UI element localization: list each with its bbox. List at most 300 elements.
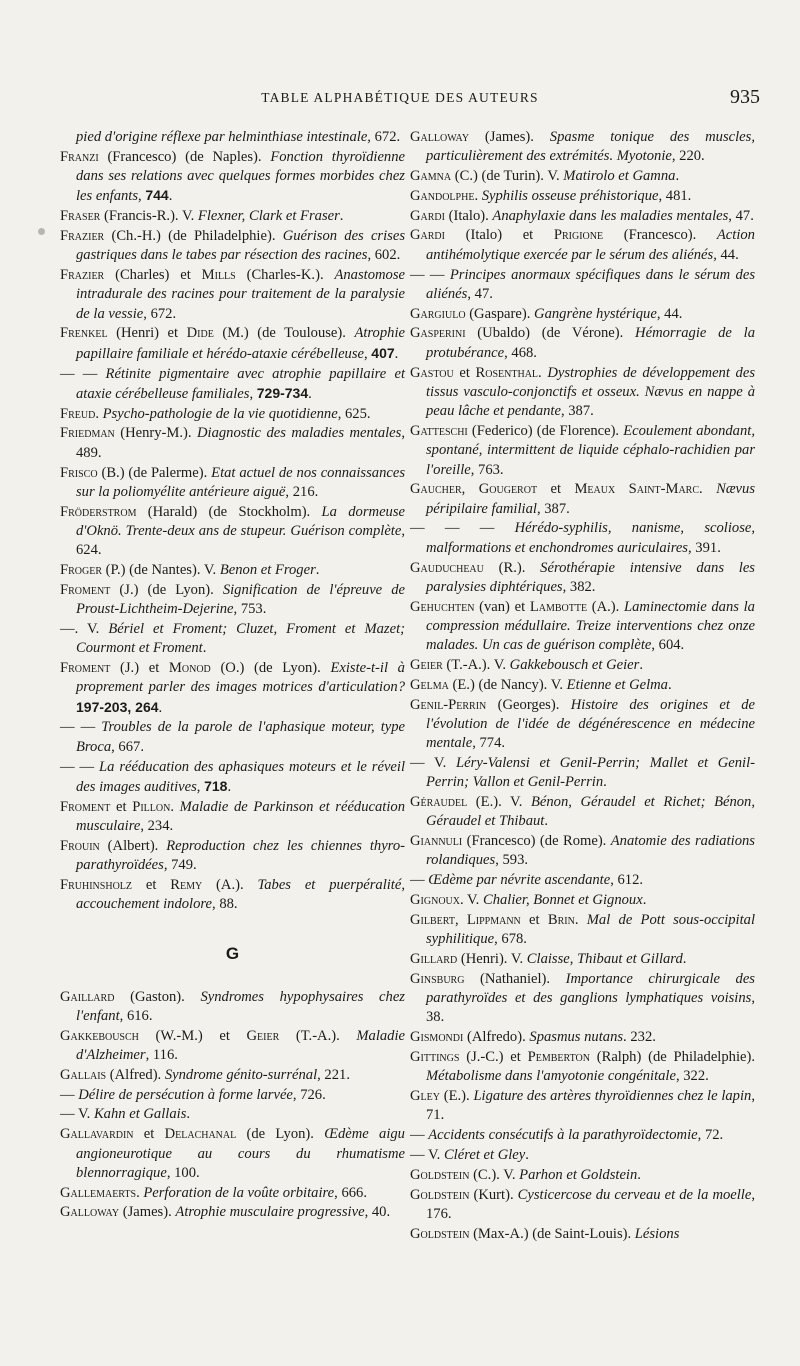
author-name: Lambotte bbox=[529, 598, 588, 615]
author-name: Brin bbox=[547, 911, 575, 928]
entry-text: — V. bbox=[60, 1106, 94, 1123]
entry-title: Gakkebousch et Geier bbox=[509, 657, 640, 674]
index-entry bbox=[410, 911, 755, 950]
entry-title: Maladie d'Alzheimer bbox=[76, 1027, 405, 1064]
index-entry bbox=[60, 581, 405, 620]
entry-text: (James). bbox=[469, 129, 550, 145]
author-name: Friedman bbox=[60, 425, 115, 442]
index-entry bbox=[60, 561, 405, 580]
author-name: Rosenthal bbox=[475, 364, 539, 381]
running-head bbox=[0, 86, 800, 110]
author-name: Prigione bbox=[553, 227, 604, 244]
right-entries-list bbox=[410, 128, 755, 1244]
entry-text: (E.) (de Nancy). V. bbox=[448, 676, 567, 693]
entry-text: (Francesco) (de Rome). bbox=[462, 833, 611, 850]
author-name: Delachanal bbox=[164, 1126, 237, 1143]
entry-title: Principes anormaux spécifiques dans le sérum des aliénés bbox=[426, 266, 755, 302]
entry-title: Etienne et Gelma bbox=[566, 676, 668, 693]
author-name: Frazier bbox=[60, 267, 105, 284]
entry-text: . bbox=[158, 699, 163, 716]
author-name: Monod bbox=[168, 660, 211, 677]
entry-text: , 40. bbox=[364, 1204, 391, 1221]
index-entry bbox=[60, 464, 405, 503]
author-name: Remy bbox=[170, 876, 203, 893]
author-name: Giannuli bbox=[410, 833, 463, 850]
entry-text: (Francesco). bbox=[603, 227, 717, 244]
entry-text: . bbox=[637, 1166, 641, 1183]
index-entry bbox=[60, 1184, 405, 1203]
entry-text: . 232. bbox=[623, 1029, 656, 1046]
index-entry bbox=[410, 696, 755, 754]
author-name: Gignoux bbox=[410, 892, 460, 909]
entry-title: Etat actuel de nos connaissances sur la poliomyélite antérieure aiguë bbox=[76, 464, 405, 500]
entry-text: (James). bbox=[119, 1204, 176, 1221]
author-name: Freud bbox=[60, 405, 96, 422]
entry-text: , 216. bbox=[285, 483, 319, 500]
index-entry bbox=[410, 1028, 755, 1047]
entry-title: Psycho-pathologie de la vie quotidienne bbox=[102, 405, 338, 422]
entry-text: — — bbox=[410, 266, 450, 283]
author-name: Géraudel bbox=[410, 794, 468, 811]
entry-text: — bbox=[410, 1127, 429, 1144]
entry-text: , 387. bbox=[560, 403, 594, 420]
entry-text: . bbox=[642, 892, 647, 909]
entry-text: (Henry-M.). bbox=[114, 425, 197, 442]
entry-text: , 726. bbox=[292, 1086, 326, 1103]
entry-text: (T.-A.). V. bbox=[442, 657, 510, 674]
index-entry bbox=[410, 128, 755, 167]
index-entry bbox=[410, 364, 755, 422]
entry-text: , 678. bbox=[494, 931, 527, 948]
entry-text: , 391. bbox=[688, 539, 721, 556]
author-name: Froment bbox=[60, 660, 111, 677]
author-name: Frenkel bbox=[60, 325, 108, 342]
entry-title: Syndromes hypophysaires chez l'enfant bbox=[76, 988, 405, 1024]
entry-text: . bbox=[339, 208, 344, 225]
entry-title: Cysticercose du cerveau et de la moelle bbox=[517, 1186, 752, 1203]
entry-title: Matirolo et Gamna bbox=[563, 168, 676, 185]
entry-title: Ecoulement abondant, spontané, intermittent de liquide céphalo-rachidien par l'oreille bbox=[426, 422, 755, 478]
entry-title: Délire de persécution à forme larvée bbox=[78, 1086, 293, 1103]
entry-text: — — — bbox=[410, 520, 515, 537]
index-entry bbox=[60, 365, 405, 405]
entry-text: (B.) (de Palerme). bbox=[97, 464, 212, 481]
index-entry bbox=[410, 871, 755, 890]
left-column bbox=[60, 128, 405, 1223]
index-entry bbox=[60, 324, 405, 364]
author-name: Goldstein bbox=[410, 1186, 470, 1203]
entry-text: (Italo). bbox=[444, 207, 493, 224]
author-name: Gaillard bbox=[60, 988, 115, 1005]
author-name: Goldstein bbox=[410, 1166, 470, 1183]
entry-text: (Gaspare). bbox=[465, 305, 535, 322]
index-entry bbox=[410, 226, 755, 265]
entry-text: . bbox=[667, 676, 672, 693]
entry-text: . bbox=[474, 187, 482, 204]
entry-text: , bbox=[249, 385, 257, 402]
author-name: Galloway bbox=[410, 129, 470, 145]
entry-title: Diagnostic des maladies mentales bbox=[196, 425, 402, 442]
entry-title: Ligature des artères thyroïdiennes chez le lapin bbox=[473, 1088, 752, 1105]
index-entry bbox=[410, 1146, 755, 1165]
entry-text: , bbox=[138, 188, 146, 205]
index-entry bbox=[410, 832, 755, 871]
entry-text: . bbox=[136, 1184, 144, 1201]
entry-title: Bénon, Géraudel et Richet; Bénon, Géraudel et Thibaut bbox=[426, 794, 755, 830]
entry-text: et bbox=[133, 1126, 165, 1143]
author-name: Pemberton bbox=[527, 1048, 590, 1065]
entry-text: et bbox=[520, 911, 548, 928]
author-name: Gougerot bbox=[478, 481, 538, 498]
index-entry bbox=[410, 676, 755, 695]
entry-title: Nævus péripilaire familial bbox=[426, 481, 756, 517]
entry-text: . bbox=[682, 950, 687, 967]
index-entry bbox=[60, 718, 405, 757]
entry-text: . bbox=[574, 911, 587, 928]
margin-dot bbox=[38, 228, 45, 235]
entry-text: , 176. bbox=[426, 1186, 755, 1222]
entry-title: Claisse, Thibaut et Gillard bbox=[526, 950, 683, 967]
entry-title: Tabes et puerpéralité, accouchement indolore bbox=[76, 876, 405, 913]
entry-title: Reproduction chez les chiennes thyro-parathyroïdées bbox=[76, 837, 405, 873]
entry-text: (Francis-R.). V. bbox=[100, 208, 198, 225]
index-entry bbox=[410, 1126, 755, 1145]
author-name: Galloway bbox=[60, 1204, 120, 1221]
author-name: Gauducheau bbox=[410, 559, 484, 576]
index-entry bbox=[410, 480, 755, 519]
entry-text: (Henri). V. bbox=[457, 950, 527, 967]
index-entry bbox=[60, 266, 405, 324]
entry-title: Importance chirurgicale des parathyroïdes et des ganglions lymphatiques voisins bbox=[426, 970, 755, 1007]
index-entry bbox=[60, 424, 405, 463]
entry-text: . bbox=[639, 657, 643, 674]
entry-title: Guérison des crises gastriques dans le tabes par résection des racines bbox=[76, 227, 406, 264]
author-name: Gardi bbox=[410, 227, 445, 244]
entry-text: — bbox=[60, 1086, 79, 1103]
index-entry bbox=[60, 405, 405, 424]
entry-title: Chalier, Bonnet et Gignoux bbox=[482, 892, 643, 909]
entry-title: Rétinite pigmentaire avec atrophie papillaire et ataxie cérébelleuse familiales bbox=[76, 365, 405, 402]
entry-text: (M.) (de Toulouse). bbox=[213, 325, 355, 342]
entry-text: , 221. bbox=[317, 1066, 350, 1083]
entry-text: , 387. bbox=[536, 500, 570, 517]
entry-text: . bbox=[699, 481, 717, 498]
entry-text: , 88. bbox=[212, 896, 238, 913]
index-entry bbox=[410, 324, 755, 363]
entry-text: (Ubaldo) (de Vérone). bbox=[465, 325, 636, 342]
entry-text: (Charles) et bbox=[104, 267, 202, 284]
page-reference: 744 bbox=[145, 187, 169, 204]
entry-text: , 489. bbox=[76, 425, 405, 461]
entry-text: et bbox=[132, 876, 171, 893]
entry-text: (J.) (de Lyon). bbox=[110, 581, 223, 598]
entry-title: Spasme tonique des muscles, particulièrement des extrémités. Myotonie bbox=[426, 129, 755, 165]
entry-title: Existe-t-il à proprement parler des images motrices d'articulation? bbox=[76, 660, 405, 696]
author-name: Lippmann bbox=[466, 911, 521, 928]
index-entry bbox=[410, 1225, 755, 1244]
entry-text: , 604. bbox=[651, 637, 685, 654]
entry-text: , bbox=[454, 911, 467, 928]
entry-title: Laminectomie dans la compression médullaire. Treize interventions chez onze malades. Un cas de guérison complète bbox=[426, 598, 755, 654]
author-name: Gasperini bbox=[410, 325, 466, 342]
index-entry bbox=[410, 559, 755, 598]
entry-title: Dystrophies de développement des tissus vasculo-conjonctifs et osseux. Nævus en nappe à peau lâche et pendante bbox=[426, 364, 756, 420]
entry-text: . V. bbox=[459, 892, 483, 909]
entry-text: , 672. bbox=[367, 129, 401, 145]
index-entry bbox=[60, 1203, 405, 1222]
entry-text: , 234. bbox=[140, 817, 174, 834]
left-entries-list bbox=[60, 128, 405, 914]
entry-text: . bbox=[227, 778, 232, 795]
entry-text: , 616. bbox=[119, 1007, 153, 1024]
entry-title: Atrophie papillaire familiale et hérédo-ataxie cérébelleuse bbox=[76, 325, 405, 362]
entry-text: (Max-A.) (de Saint-Louis). bbox=[469, 1225, 635, 1242]
author-name: Genil-Perrin bbox=[410, 696, 487, 713]
entry-title: Mal de Pott sous-occipital syphilitique bbox=[426, 911, 756, 948]
author-name: Mills bbox=[201, 267, 236, 284]
index-entry bbox=[60, 207, 405, 226]
index-entry bbox=[410, 1048, 755, 1087]
entry-title: Syphilis osseuse préhistorique bbox=[481, 187, 659, 204]
index-entry bbox=[60, 876, 405, 915]
entry-title: Flexner, Clark et Fraser bbox=[197, 208, 340, 225]
entry-text: . bbox=[168, 188, 173, 205]
entry-text: (Italo) et bbox=[444, 227, 554, 244]
entry-title: Parhon et Goldstein bbox=[519, 1166, 638, 1183]
entry-text: (R.). bbox=[483, 559, 541, 576]
entry-title: Maladie de Parkinson et rééducation musculaire bbox=[76, 798, 406, 834]
index-entry bbox=[410, 422, 755, 480]
entry-text: (Charles-K.). bbox=[235, 267, 335, 284]
entry-text: . bbox=[95, 405, 103, 422]
entry-text: (E.). V. bbox=[467, 794, 531, 811]
entry-text: (J.) et bbox=[110, 660, 169, 677]
entry-title: Syndrome génito-surrénal bbox=[164, 1066, 318, 1083]
entry-text: , 602. bbox=[367, 247, 401, 264]
entry-text: , 666. bbox=[334, 1184, 367, 1201]
entry-text: (Gaston). bbox=[114, 988, 201, 1005]
entry-text: , 382. bbox=[562, 578, 596, 595]
entry-text: (Ch.-H.) (de Philadelphie). bbox=[104, 227, 283, 244]
index-entry bbox=[410, 1186, 755, 1225]
entry-text: , 667. bbox=[111, 738, 144, 755]
index-entry bbox=[410, 754, 755, 793]
entry-text: (Henri) et bbox=[107, 325, 187, 342]
entry-text: —. V. bbox=[60, 620, 109, 637]
entry-text: (O.) (de Lyon). bbox=[210, 660, 331, 677]
index-entry bbox=[60, 1125, 405, 1183]
entry-title: Cléret et Gley bbox=[443, 1146, 526, 1163]
page-reference: 718 bbox=[204, 777, 228, 794]
entry-title: La dormeuse d'Oknö. Trente-deux ans de stupeur. Guérison complète bbox=[76, 503, 405, 539]
entry-text: , 612. bbox=[610, 872, 644, 889]
author-name: Gardi bbox=[410, 207, 445, 224]
index-entry bbox=[410, 1087, 755, 1126]
index-entry bbox=[410, 891, 755, 910]
entry-title: Léry-Valensi et Genil-Perrin; Mallet et Genil-Perrin; Vallon et Genil-Perrin bbox=[426, 755, 755, 791]
entry-text: — bbox=[410, 872, 429, 889]
entry-text: — V. bbox=[410, 755, 457, 771]
entry-text: (de Lyon). bbox=[236, 1126, 325, 1143]
entry-title: Atrophie musculaire progressive bbox=[175, 1204, 365, 1221]
author-name: Franzi bbox=[60, 148, 99, 165]
index-entry bbox=[60, 1086, 405, 1105]
author-name: Gastou bbox=[410, 364, 454, 381]
entry-text: (van) et bbox=[474, 598, 530, 615]
index-entry bbox=[410, 793, 755, 832]
author-name: Frisco bbox=[60, 464, 98, 481]
entry-title: Anastomose intradurale des racines pour traitement de la paralysie de la vessie bbox=[76, 267, 405, 322]
entry-text: , 322. bbox=[675, 1068, 709, 1085]
entry-title: Anatomie des radiations rolandiques bbox=[426, 833, 755, 869]
entry-text: , 763. bbox=[470, 461, 504, 478]
entry-text: , 749. bbox=[163, 856, 197, 873]
page-reference: 407 bbox=[371, 344, 395, 361]
index-entry bbox=[60, 758, 405, 798]
index-entry bbox=[60, 620, 405, 659]
entry-title: Métabolisme dans l'amyotonie congénitale bbox=[426, 1068, 676, 1085]
entry-text: , 481. bbox=[658, 187, 692, 204]
entry-text: (P.) (de Nantes). V. bbox=[102, 562, 220, 579]
author-name: Gallais bbox=[60, 1066, 107, 1083]
entry-text: (C.). V. bbox=[469, 1166, 520, 1183]
author-name: Gamna bbox=[410, 168, 452, 185]
entry-text: , 44. bbox=[713, 246, 739, 263]
index-entry bbox=[410, 266, 755, 305]
entry-title: Œdème par névrite ascendante bbox=[428, 872, 611, 889]
entry-text: . bbox=[394, 345, 399, 362]
index-entry bbox=[60, 503, 405, 561]
author-name: Gehuchten bbox=[410, 598, 475, 615]
entry-text: . bbox=[170, 798, 180, 815]
entry-text: — — bbox=[60, 365, 106, 382]
entry-title: Hérédo-syphilis, nanisme, scoliose, malformations et enchondromes auriculaires bbox=[426, 520, 756, 556]
entry-text: et bbox=[110, 798, 133, 815]
right-column bbox=[410, 128, 755, 1244]
index-entry bbox=[60, 798, 405, 837]
entry-text: (Alfred). bbox=[106, 1066, 165, 1083]
entry-text: , 100. bbox=[166, 1164, 200, 1181]
author-name: Froment bbox=[60, 798, 111, 815]
entry-text: , 44. bbox=[656, 305, 683, 322]
author-name: Froment bbox=[60, 581, 111, 598]
index-entry bbox=[410, 598, 755, 656]
entry-title: Hémorragie de la protubérance bbox=[426, 325, 755, 361]
entry-title: Spasmus nutans bbox=[529, 1029, 624, 1046]
entry-text: . bbox=[315, 562, 320, 579]
entry-text: (A.). bbox=[587, 598, 624, 615]
entry-text: . bbox=[202, 640, 207, 657]
entry-text: , 672. bbox=[143, 305, 177, 322]
index-entry bbox=[60, 659, 405, 718]
entry-text: (Kurt). bbox=[469, 1186, 518, 1203]
entry-title: Anaphylaxie dans les maladies mentales bbox=[492, 207, 729, 224]
author-name: Ginsburg bbox=[410, 970, 465, 987]
entry-title: Fonction thyroïdienne dans ses relations avec quelques formes morbides chez les enfants bbox=[76, 148, 405, 205]
index-entry bbox=[60, 1105, 405, 1124]
entry-title: Œdème aigu angioneurotique au cours du rhumatisme blennorragique bbox=[76, 1126, 405, 1181]
entry-text: , 220. bbox=[671, 148, 705, 165]
index-entry bbox=[60, 128, 405, 147]
author-name: Fraser bbox=[60, 208, 101, 225]
entry-text: . bbox=[525, 1146, 529, 1163]
index-entry bbox=[410, 656, 755, 675]
entry-text: — — bbox=[60, 719, 102, 736]
entry-text: , bbox=[196, 778, 205, 795]
entry-text: , 624. bbox=[76, 522, 405, 559]
page-number: 935 bbox=[730, 86, 760, 108]
entry-text: . bbox=[675, 168, 680, 185]
author-name: Gittings bbox=[410, 1048, 460, 1065]
entry-title: Action antihémolytique exercée par le sérum des aliénés bbox=[426, 227, 755, 263]
entry-text: , 47. bbox=[728, 207, 754, 224]
entry-title: Benon et Froger bbox=[219, 562, 316, 579]
entry-text: (Harald) (de Stockholm). bbox=[136, 503, 322, 520]
author-name: Geier bbox=[410, 657, 443, 674]
author-name: Gelma bbox=[410, 676, 449, 693]
author-name: Gallavardin bbox=[60, 1126, 134, 1143]
entry-text: (Federico) (de Florence). bbox=[467, 422, 624, 439]
entry-text: . bbox=[308, 385, 312, 402]
entry-text: et bbox=[453, 364, 476, 381]
entry-text: , 47. bbox=[467, 285, 493, 302]
entry-text: . bbox=[186, 1106, 191, 1123]
entry-text: , 468. bbox=[504, 344, 537, 361]
index-entry bbox=[410, 207, 755, 226]
entry-text: , 753. bbox=[233, 601, 267, 618]
index-entry bbox=[410, 187, 755, 206]
entry-text: (C.) (de Turin). V. bbox=[451, 168, 564, 185]
index-entry bbox=[60, 1066, 405, 1085]
index-entry bbox=[410, 950, 755, 969]
entry-text: , 625. bbox=[337, 405, 371, 422]
entry-text: , 71. bbox=[426, 1088, 755, 1124]
author-name: Gley bbox=[410, 1088, 440, 1105]
index-entry bbox=[410, 519, 755, 558]
entry-text: , 116. bbox=[145, 1047, 178, 1064]
entry-text: (A.). bbox=[202, 876, 258, 893]
entry-text: (W.-M.) et bbox=[138, 1027, 247, 1044]
entry-text: et bbox=[537, 481, 575, 498]
entry-title: Lésions bbox=[634, 1225, 680, 1242]
author-name: Fröderstrom bbox=[60, 503, 137, 520]
entry-title: Kahn et Gallais bbox=[93, 1106, 187, 1123]
index-entry bbox=[60, 1027, 405, 1066]
index-entry bbox=[410, 305, 755, 324]
author-name: Gandolphe bbox=[410, 187, 475, 204]
running-head-title: TABLE ALPHABÉTIQUE DES AUTEURS bbox=[261, 90, 539, 105]
entry-text: — V. bbox=[410, 1146, 444, 1163]
index-entry bbox=[410, 1166, 755, 1185]
entry-title: Sérothérapie intensive dans les paralysies diphtériques bbox=[426, 559, 755, 595]
entry-title: La rééducation des aphasiques moteurs et le réveil des images auditives bbox=[76, 758, 406, 795]
entry-text: (Nathaniel). bbox=[464, 970, 566, 987]
entry-text: , 72. bbox=[697, 1127, 724, 1144]
entry-text: , 774. bbox=[472, 735, 506, 752]
author-name: Fruhinsholz bbox=[60, 876, 133, 893]
entry-text: , 593. bbox=[495, 852, 529, 869]
index-entry bbox=[60, 227, 405, 266]
entry-text: (Albert). bbox=[99, 837, 167, 854]
author-name: Pillon bbox=[132, 798, 171, 815]
entry-text: . bbox=[603, 774, 607, 791]
index-entry bbox=[410, 167, 755, 186]
author-name: Gargiulo bbox=[410, 305, 466, 322]
author-name: Gaucher bbox=[410, 481, 462, 498]
entry-title: Bériel et Froment; Cluzet, Froment et Mazet; Courmont et Froment bbox=[76, 620, 405, 657]
author-name: Gilbert bbox=[410, 911, 455, 928]
entry-title: Perforation de la voûte orbitaire bbox=[143, 1184, 335, 1201]
